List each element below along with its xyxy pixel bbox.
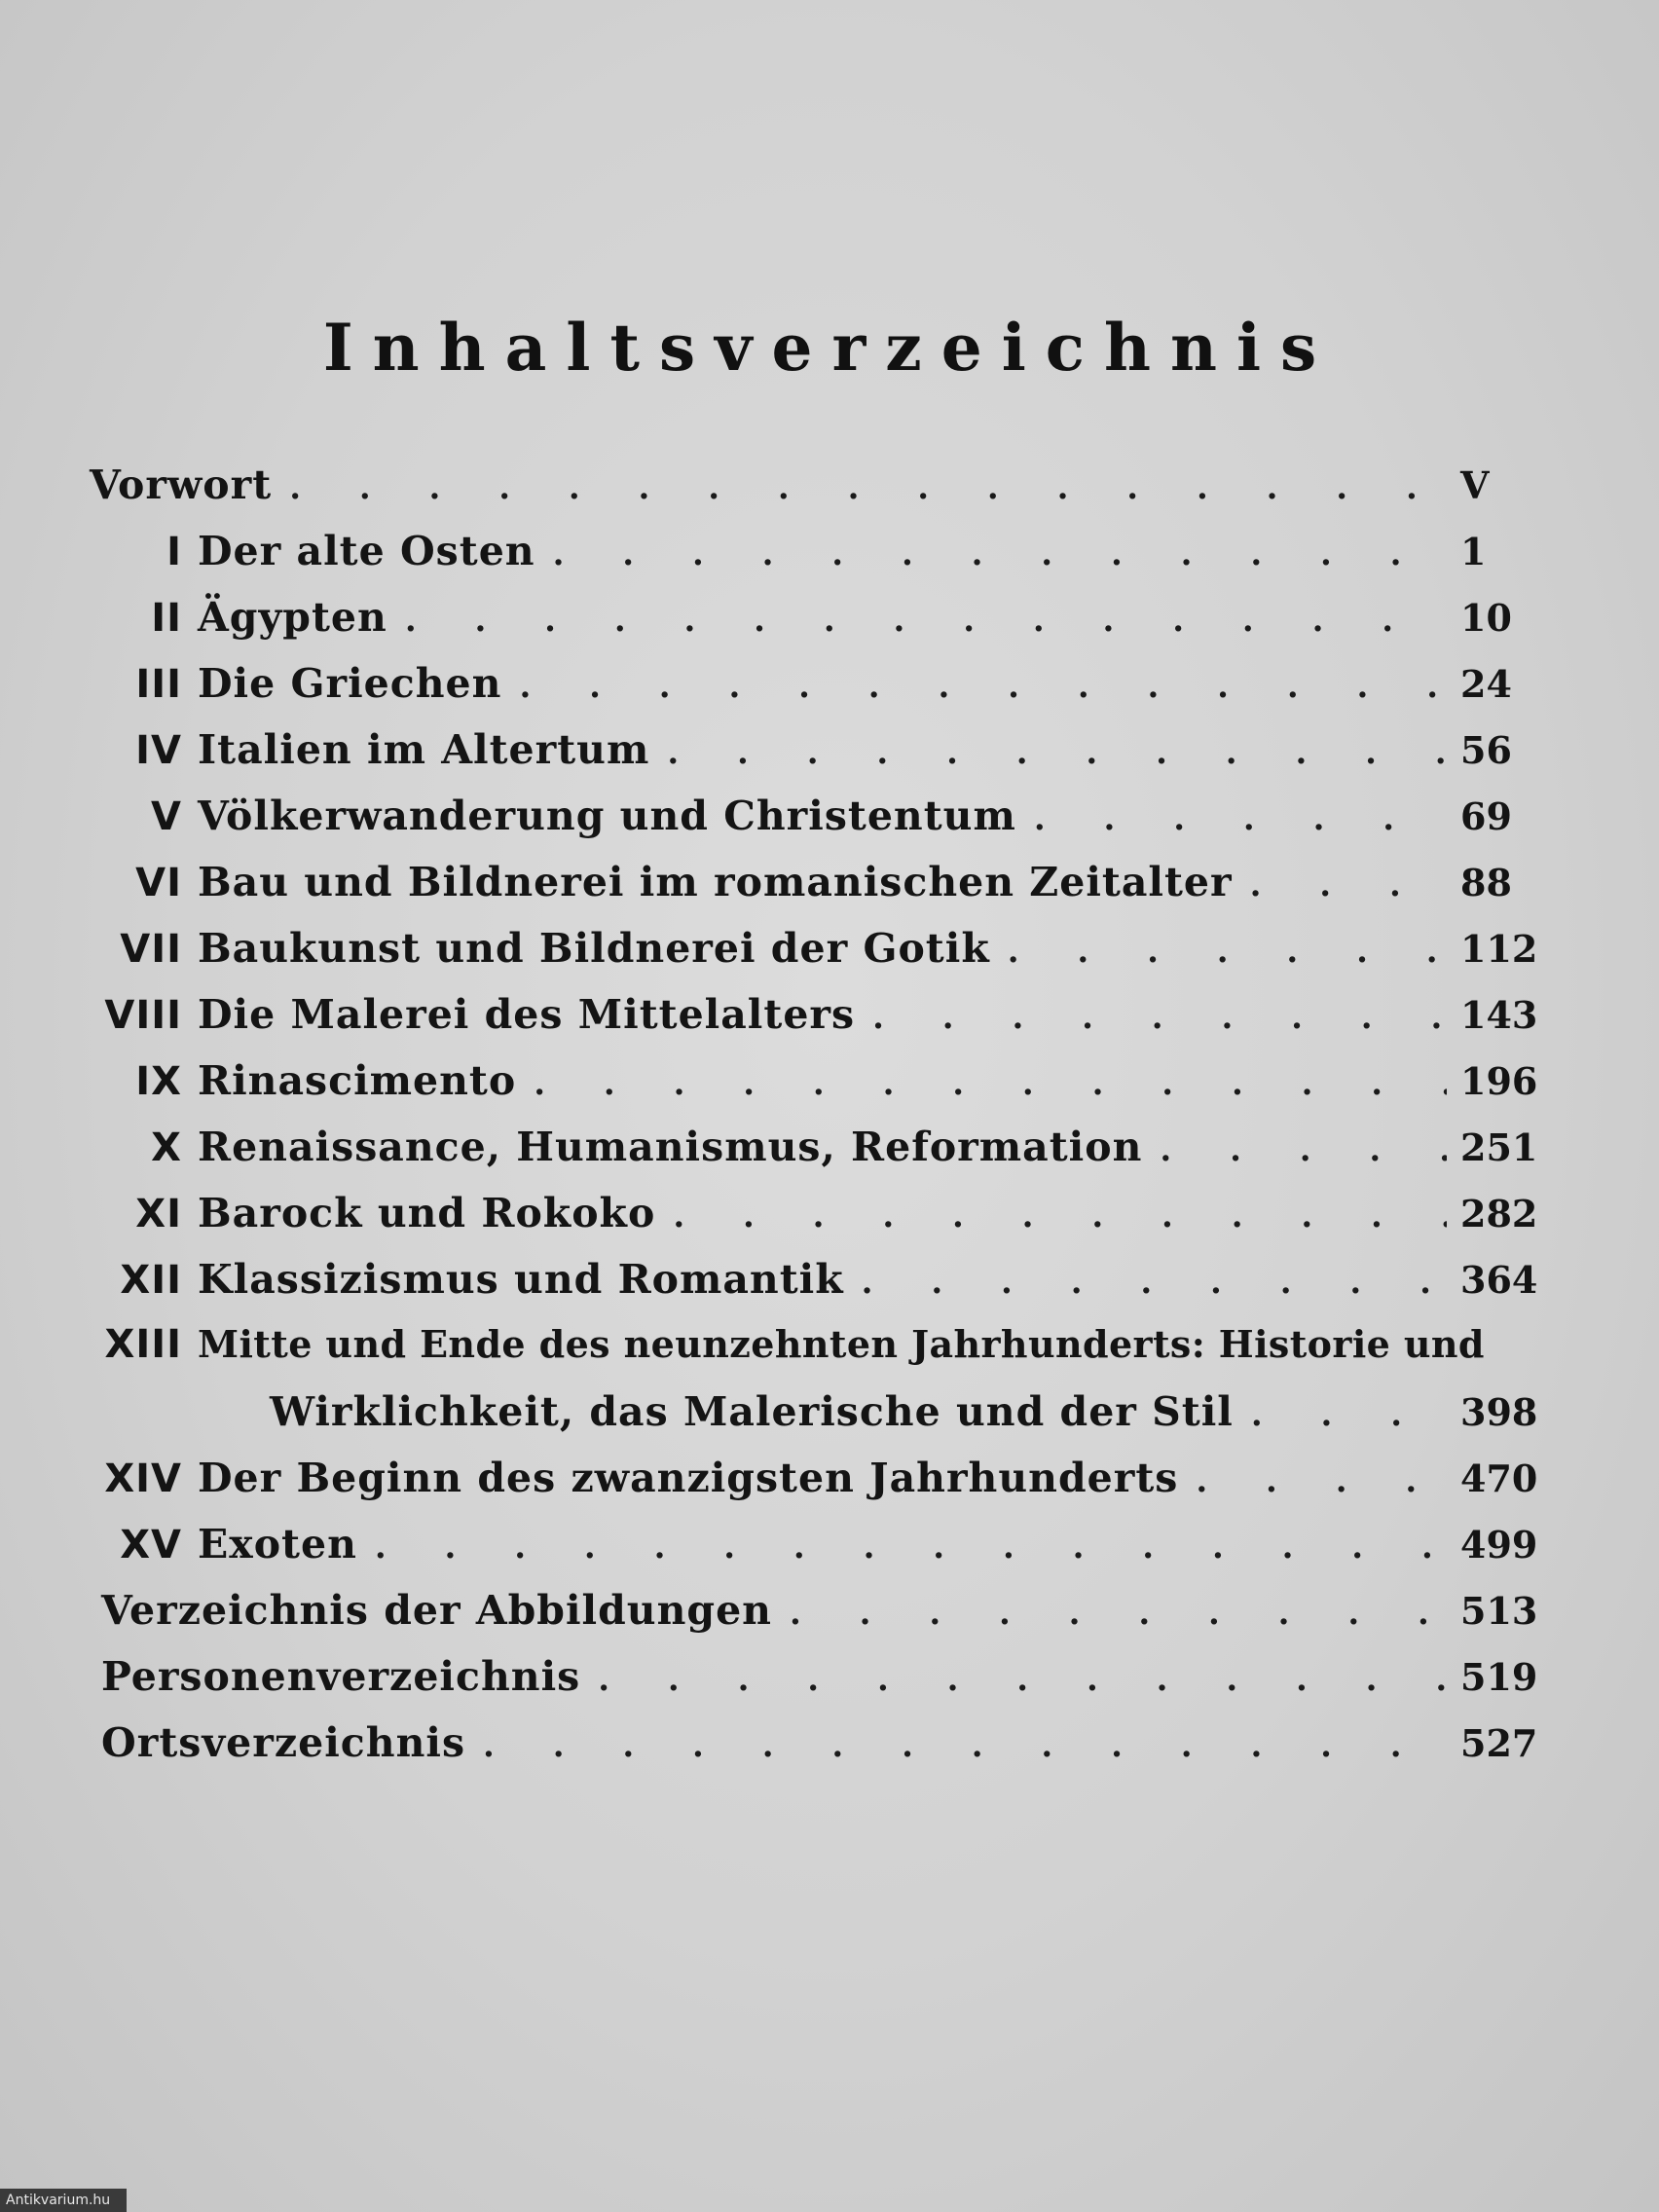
toc-entry-page: 398 bbox=[1460, 1390, 1538, 1434]
watermark: Antikvarium.hu bbox=[0, 2189, 127, 2212]
leader-dots bbox=[405, 601, 1447, 640]
chapter-number: VIII bbox=[104, 993, 182, 1038]
toc-entry-chapter-8 bbox=[0, 991, 1538, 1050]
leader-dots bbox=[553, 535, 1447, 573]
toc-entry-chapter-2 bbox=[0, 594, 1530, 652]
toc-entry-chapter-4 bbox=[0, 726, 1530, 785]
toc-entry-chapter-3 bbox=[0, 660, 1530, 719]
toc-entry-label: Der Beginn des zwanzigsten Jahrhunderts bbox=[198, 1455, 1179, 1501]
toc-entry-vorwort bbox=[90, 461, 1530, 520]
toc-entry-label: Rinascimento bbox=[198, 1057, 517, 1104]
toc-entry-page: 282 bbox=[1460, 1192, 1538, 1235]
toc-entry-page: 88 bbox=[1460, 861, 1512, 904]
chapter-number: IX bbox=[135, 1059, 182, 1104]
leader-dots bbox=[673, 1197, 1447, 1235]
toc-entry-label: Baukunst und Bildnerei der Gotik bbox=[198, 925, 990, 972]
toc-entry-label: Die Malerei des Mittelalters bbox=[198, 991, 856, 1038]
toc-entry-page: 519 bbox=[1460, 1655, 1538, 1699]
toc-entry-chapter-13-continued bbox=[270, 1388, 1538, 1447]
toc-entry-personen bbox=[101, 1653, 1538, 1712]
leader-dots bbox=[667, 733, 1447, 772]
toc-entry-page: 470 bbox=[1460, 1456, 1538, 1500]
leader-dots bbox=[1250, 866, 1447, 904]
leader-dots bbox=[375, 1528, 1447, 1567]
chapter-number: V bbox=[151, 794, 182, 839]
leader-dots bbox=[872, 998, 1447, 1037]
leader-dots bbox=[598, 1660, 1447, 1699]
toc-entry-label: Vorwort bbox=[90, 461, 273, 508]
toc-entry-orte bbox=[101, 1719, 1538, 1778]
toc-entry-label: Personenverzeichnis bbox=[101, 1653, 581, 1700]
leader-dots bbox=[1160, 1130, 1447, 1169]
toc-entry-label: Der alte Osten bbox=[198, 528, 535, 574]
toc-entry-chapter-9 bbox=[0, 1057, 1538, 1116]
toc-entry-label: Völkerwanderung und Christentum bbox=[198, 793, 1016, 839]
toc-entry-page: 1 bbox=[1460, 530, 1487, 573]
toc-entry-label: Italien im Altertum bbox=[198, 726, 650, 773]
toc-entry-chapter-14 bbox=[0, 1455, 1538, 1513]
toc-entry-label: Die Griechen bbox=[198, 660, 502, 707]
toc-entry-chapter-1 bbox=[0, 528, 1530, 586]
toc-entry-page: 251 bbox=[1460, 1125, 1538, 1169]
chapter-number: XIV bbox=[104, 1456, 182, 1501]
toc-entry-chapter-7 bbox=[0, 925, 1538, 983]
toc-entry-chapter-12 bbox=[0, 1256, 1538, 1314]
leader-dots bbox=[1196, 1461, 1447, 1500]
toc-entry-page: 196 bbox=[1460, 1059, 1538, 1103]
toc-entry-label: Verzeichnis der Abbildungen bbox=[101, 1587, 772, 1634]
leader-dots bbox=[862, 1263, 1447, 1302]
toc-entry-page: 527 bbox=[1460, 1721, 1538, 1765]
toc-entry-page: 10 bbox=[1460, 596, 1512, 640]
page-title: Inhaltsverzeichnis bbox=[322, 310, 1337, 386]
toc-entry-chapter-13 bbox=[0, 1322, 1530, 1381]
toc-entry-chapter-6 bbox=[0, 859, 1530, 917]
toc-entry-chapter-15 bbox=[0, 1521, 1538, 1579]
chapter-number: I bbox=[166, 530, 182, 574]
leader-dots bbox=[534, 1064, 1447, 1103]
chapter-number: II bbox=[151, 596, 182, 641]
chapter-number: VII bbox=[120, 927, 182, 972]
chapter-number: XI bbox=[135, 1192, 182, 1236]
toc-entry-chapter-10 bbox=[0, 1124, 1538, 1182]
toc-entry-page: 24 bbox=[1460, 662, 1512, 706]
chapter-number: VI bbox=[135, 861, 182, 905]
toc-entry-chapter-11 bbox=[0, 1190, 1538, 1248]
leader-dots bbox=[483, 1726, 1447, 1765]
chapter-number: X bbox=[151, 1125, 182, 1170]
leader-dots bbox=[1034, 799, 1447, 838]
leader-dots bbox=[1008, 932, 1447, 971]
toc-entry-page: 364 bbox=[1460, 1258, 1538, 1302]
toc-entry-page: 56 bbox=[1460, 728, 1512, 772]
toc-entry-label: Mitte und Ende des neunzehnten Jahrhunderts: Historie und bbox=[198, 1322, 1485, 1366]
toc-entry-label: Renaissance, Humanismus, Reformation bbox=[198, 1124, 1143, 1170]
toc-entry-page: 499 bbox=[1460, 1523, 1538, 1567]
toc-entry-label: Ägypten bbox=[198, 594, 387, 641]
toc-entry-abbildungen bbox=[101, 1587, 1538, 1645]
toc-entry-label: Ortsverzeichnis bbox=[101, 1719, 466, 1766]
toc-entry-chapter-5 bbox=[0, 793, 1530, 851]
chapter-number: XV bbox=[120, 1523, 182, 1567]
toc-entry-label: Bau und Bildnerei im romanischen Zeitalter bbox=[198, 859, 1233, 905]
chapter-number: IV bbox=[135, 728, 182, 773]
toc-entry-label-continued: Wirklichkeit, das Malerische und der Stil bbox=[270, 1388, 1234, 1435]
toc-entry-label: Klassizismus und Romantik bbox=[198, 1256, 844, 1303]
chapter-number: III bbox=[135, 662, 182, 707]
leader-dots bbox=[519, 667, 1447, 706]
toc-entry-label: Barock und Rokoko bbox=[198, 1190, 656, 1236]
chapter-number: XIII bbox=[104, 1322, 182, 1367]
toc-entry-page: 69 bbox=[1460, 794, 1512, 838]
leader-dots bbox=[790, 1594, 1447, 1633]
leader-dots bbox=[289, 468, 1447, 507]
toc-entry-page: V bbox=[1460, 463, 1490, 507]
chapter-number: XII bbox=[120, 1258, 182, 1303]
leader-dots bbox=[1251, 1395, 1447, 1434]
toc-entry-page: 112 bbox=[1460, 927, 1538, 971]
toc-entry-page: 143 bbox=[1460, 993, 1538, 1037]
toc-entry-label: Exoten bbox=[198, 1521, 357, 1567]
toc-entry-page: 513 bbox=[1460, 1589, 1538, 1633]
